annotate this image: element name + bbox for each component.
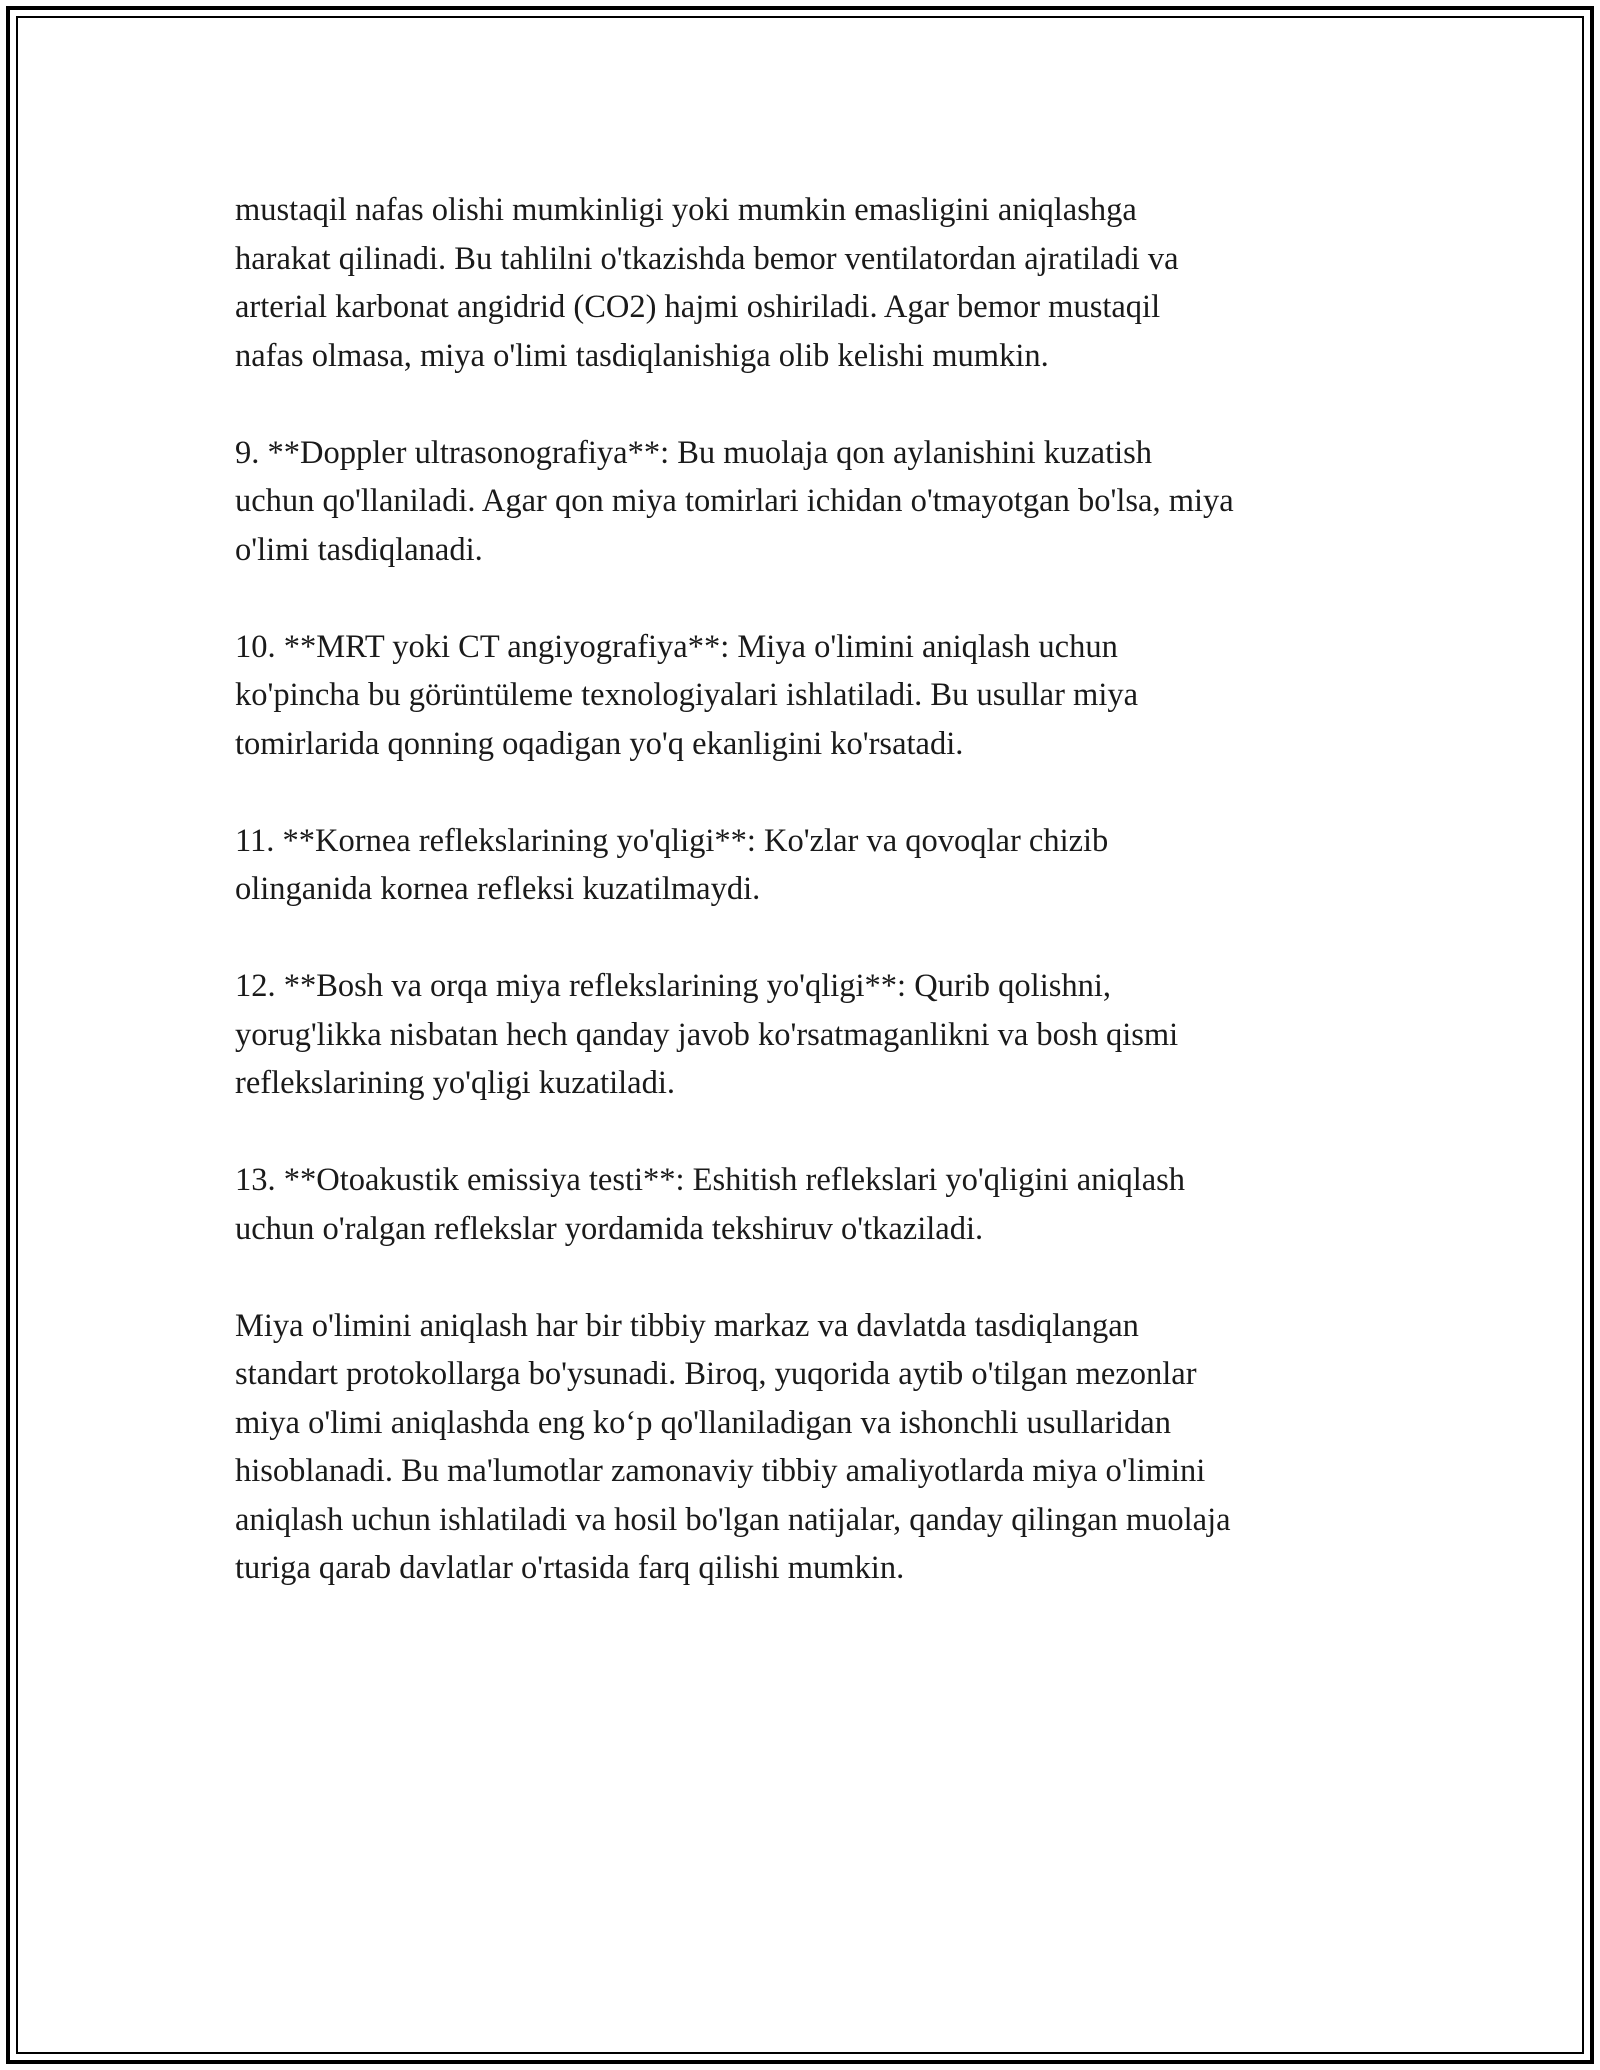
text-line: o'limi tasdiqlanadi. [235, 531, 483, 568]
text-line: reflekslarining yo'qligi kuzatiladi. [235, 1065, 675, 1101]
text-line: 12. **Bosh va orqa miya reflekslarining yo'qligi**: Qurib qolishni, [235, 968, 1112, 1004]
paragraph-item-11 [235, 817, 1385, 914]
document-body [235, 186, 1385, 1641]
paragraph-item-10 [235, 623, 1385, 769]
text-line: mustaqil nafas olishi mumkinligi yoki mumkin emasligini aniqlashga [235, 192, 1137, 228]
text-line: uchun qo'llaniladi. Agar qon miya tomirlari ichidan o'tmayotgan bo'lsa, miya [235, 483, 1234, 519]
text-line: standart protokollarga bo'ysunadi. Biroq, yuqorida aytib o'tilgan mezonlar [235, 1356, 1197, 1392]
text-line: 9. **Doppler ultrasonografiya**: Bu muolaja qon aylanishini kuzatish [235, 434, 1153, 471]
text-line: 13. **Otoakustik emissiya testi**: Eshitish reflekslari yo'qligini aniqlash [235, 1162, 1186, 1198]
paragraph-conclusion [235, 1302, 1385, 1593]
paragraph-item-13 [235, 1156, 1385, 1253]
text-line: miya o'limi aniqlashda eng ko‘p qo'llaniladigan va ishonchli usullaridan [235, 1404, 1171, 1441]
text-line: Miya o'limini aniqlash har bir tibbiy markaz va davlatda tasdiqlangan [235, 1307, 1139, 1344]
paragraph-item-12 [235, 962, 1385, 1108]
text-line: uchun o'ralgan reflekslar yordamida tekshiruv o'tkaziladi. [235, 1210, 984, 1247]
text-line: 10. **MRT yoki CT angiyografiya**: Miya o'limini aniqlash uchun [235, 628, 1118, 665]
text-line: harakat qilinadi. Bu tahlilni o'tkazishda bemor ventilatordan ajratiladi va [235, 240, 1179, 277]
text-line: hisoblanadi. Bu ma'lumotlar zamonaviy tibbiy amaliyotlarda miya o'limini [235, 1453, 1206, 1489]
text-line: nafas olmasa, miya o'limi tasdiqlanishiga olib kelishi mumkin. [235, 337, 1049, 374]
text-line: 11. **Kornea reflekslarining yo'qligi**: Ko'zlar va qovoqlar chizib [235, 822, 1109, 859]
text-line: ko'pincha bu görüntüleme texnologiyalari ishlatiladi. Bu usullar miya [235, 677, 1139, 713]
text-line: tomirlarida qonning oqadigan yo'q ekanligini ko'rsatadi. [235, 725, 964, 762]
paragraph-apnea-test [235, 186, 1385, 380]
text-line: yorug'likka nisbatan hech qanday javob ko'rsatmaganlikni va bosh qismi [235, 1016, 1179, 1053]
text-line: olinganida kornea refleksi kuzatilmaydi. [235, 871, 761, 907]
text-line: arterial karbonat angidrid (CO2) hajmi oshiriladi. Agar bemor mustaqil [235, 289, 1161, 325]
text-line: turiga qarab davlatlar o'rtasida farq qilishi mumkin. [235, 1550, 905, 1586]
text-line: aniqlash uchun ishlatiladi va hosil bo'lgan natijalar, qanday qilingan muolaja [235, 1501, 1231, 1538]
paragraph-item-9 [235, 429, 1385, 575]
